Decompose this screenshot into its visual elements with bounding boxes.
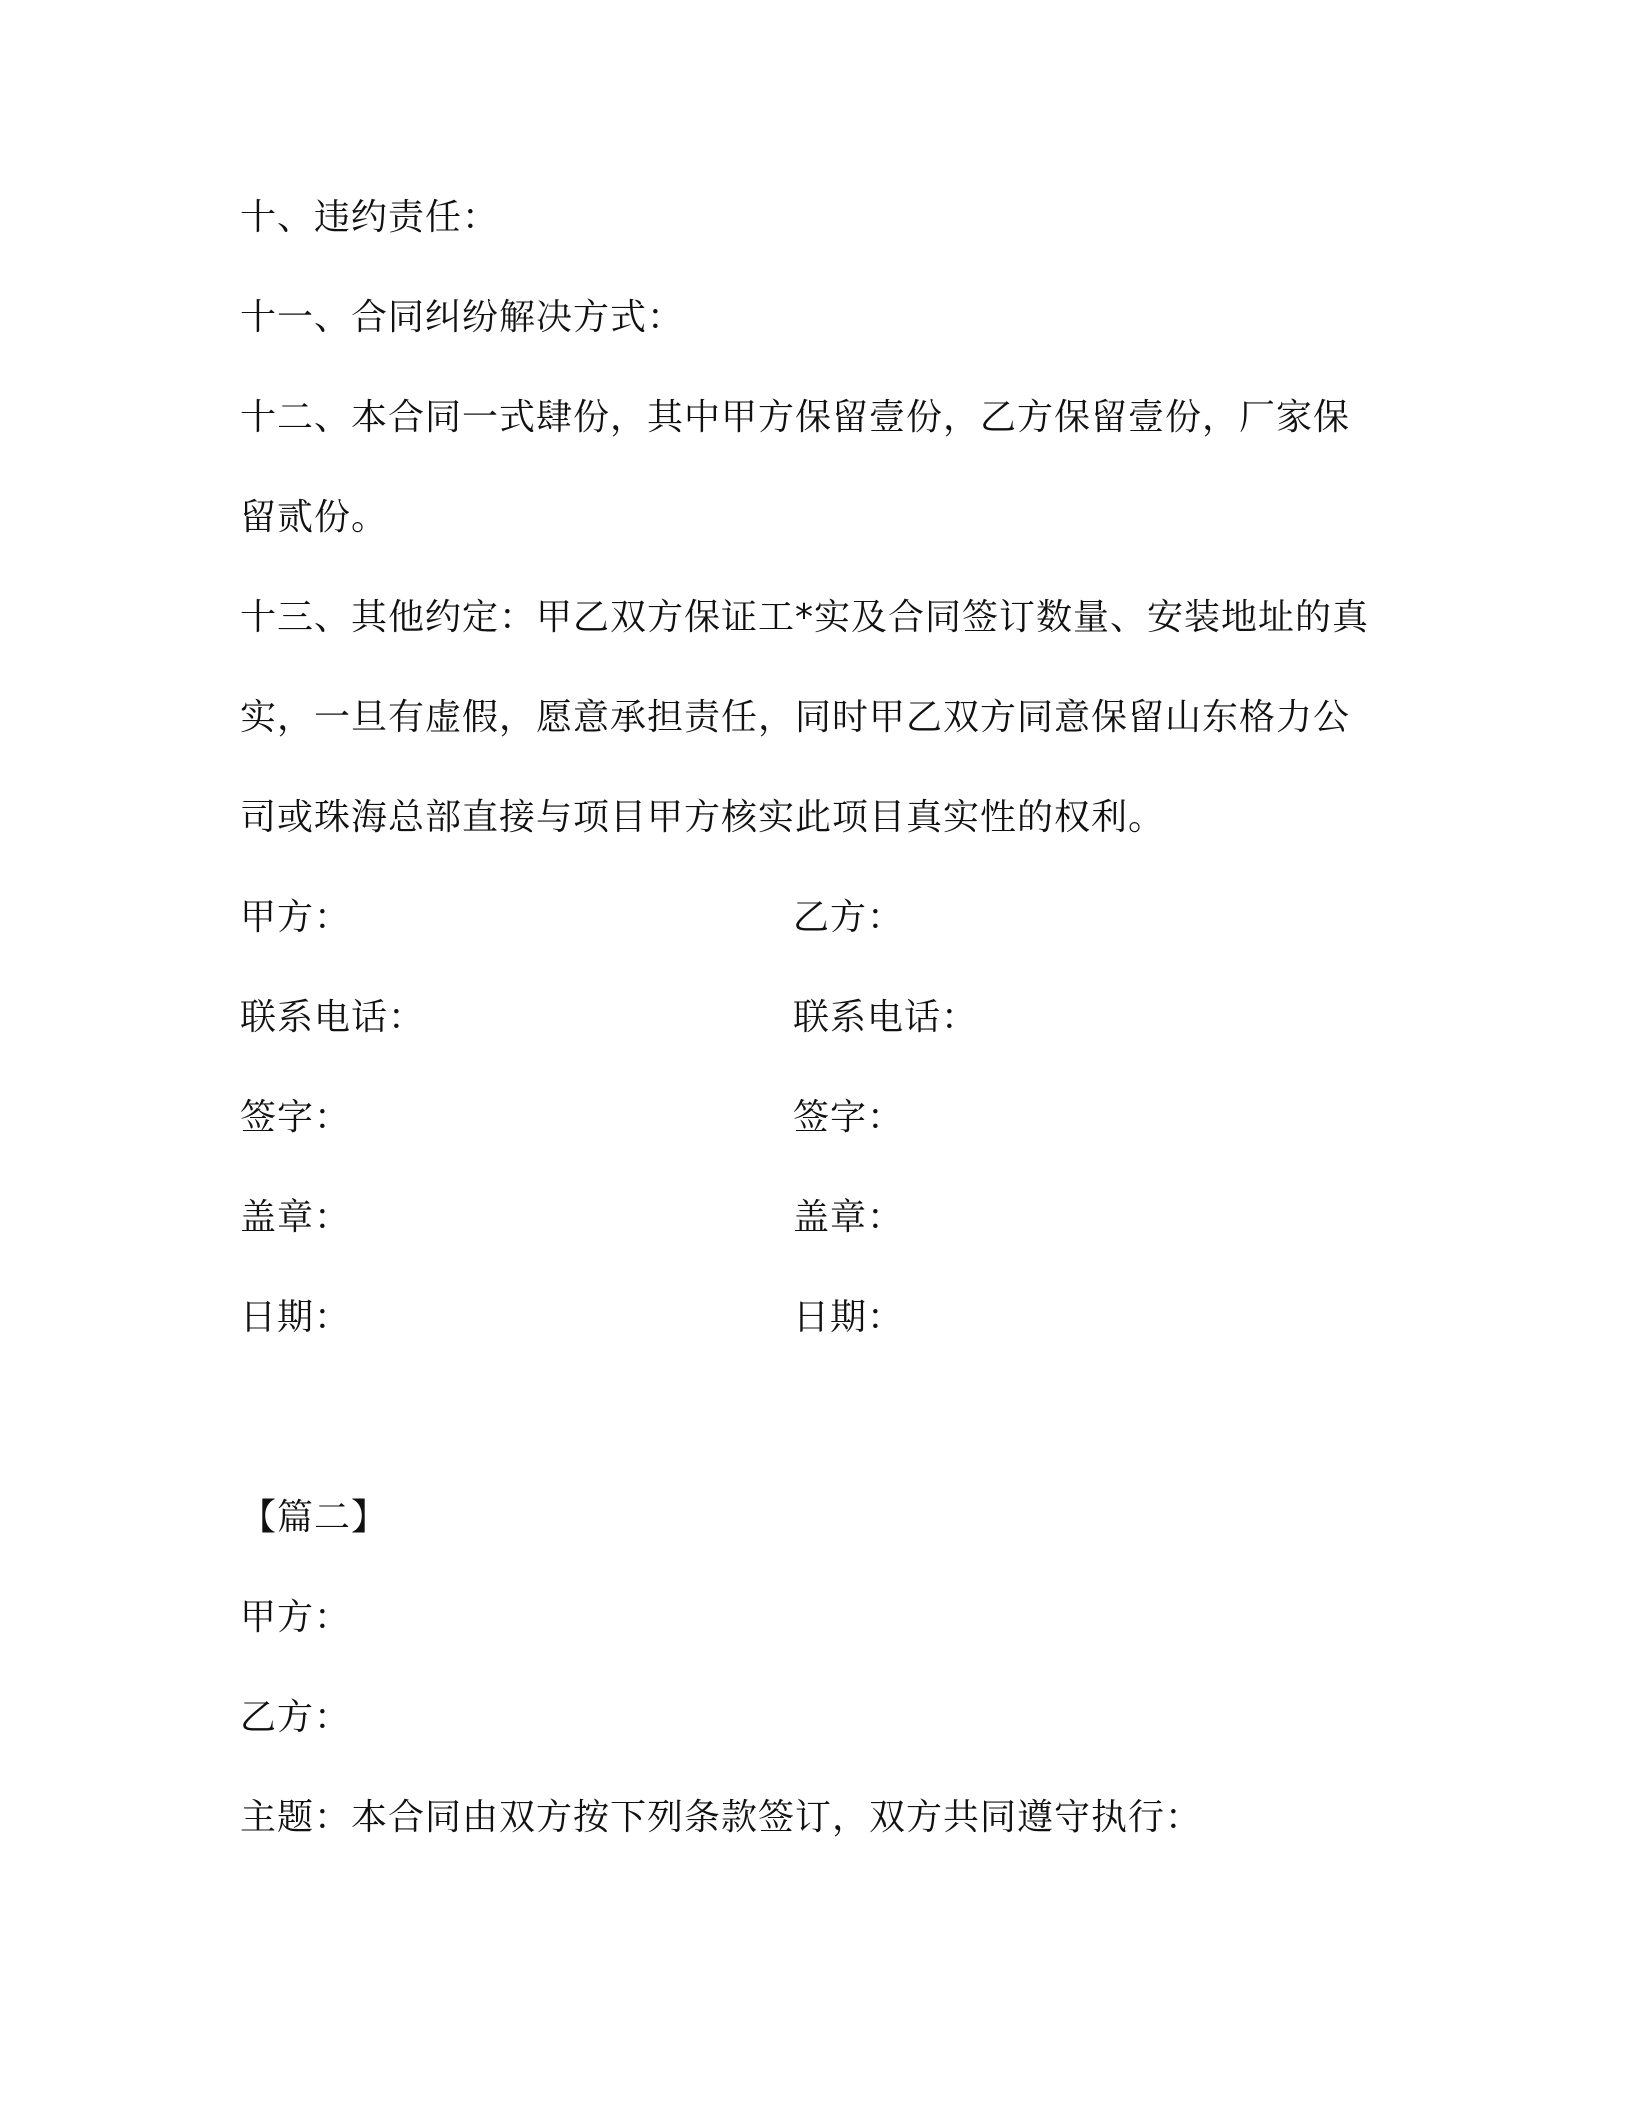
clause-13-line-1: 十三、其他约定：甲乙双方保证工*实及合同签订数量、安装地址的真 [240,597,1370,638]
party-b-sign-label: 签字： [793,1097,905,1138]
clause-13-line-3: 司或珠海总部直接与项目甲方核实此项目真实性的权利。 [240,797,1166,838]
clause-12-line-2: 留贰份。 [240,497,389,538]
section-heading: 【篇二】 [240,1497,389,1538]
part2-subject: 主题：本合同由双方按下列条款签订，双方共同遵守执行： [240,1797,1203,1838]
part2-party-a: 甲方： [240,1597,352,1638]
party-b-label: 乙方： [793,897,905,938]
party-b-seal-label: 盖章： [793,1197,905,1238]
party-a-label: 甲方： [240,897,352,938]
part2-party-b: 乙方： [240,1697,352,1738]
clause-11: 十一、合同纠纷解决方式： [240,297,685,338]
party-a-phone-label: 联系电话： [240,997,426,1038]
party-b-phone-label: 联系电话： [793,997,979,1038]
party-a-date-label: 日期： [240,1297,352,1338]
clause-10: 十、违约责任： [240,197,500,238]
clause-12-line-1: 十二、本合同一式肆份，其中甲方保留壹份，乙方保留壹份，厂家保 [240,397,1351,438]
clause-13-line-2: 实，一旦有虚假，愿意承担责任，同时甲乙双方同意保留山东格力公 [240,697,1351,738]
party-a-seal-label: 盖章： [240,1197,352,1238]
party-b-date-label: 日期： [793,1297,905,1338]
party-a-sign-label: 签字： [240,1097,352,1138]
